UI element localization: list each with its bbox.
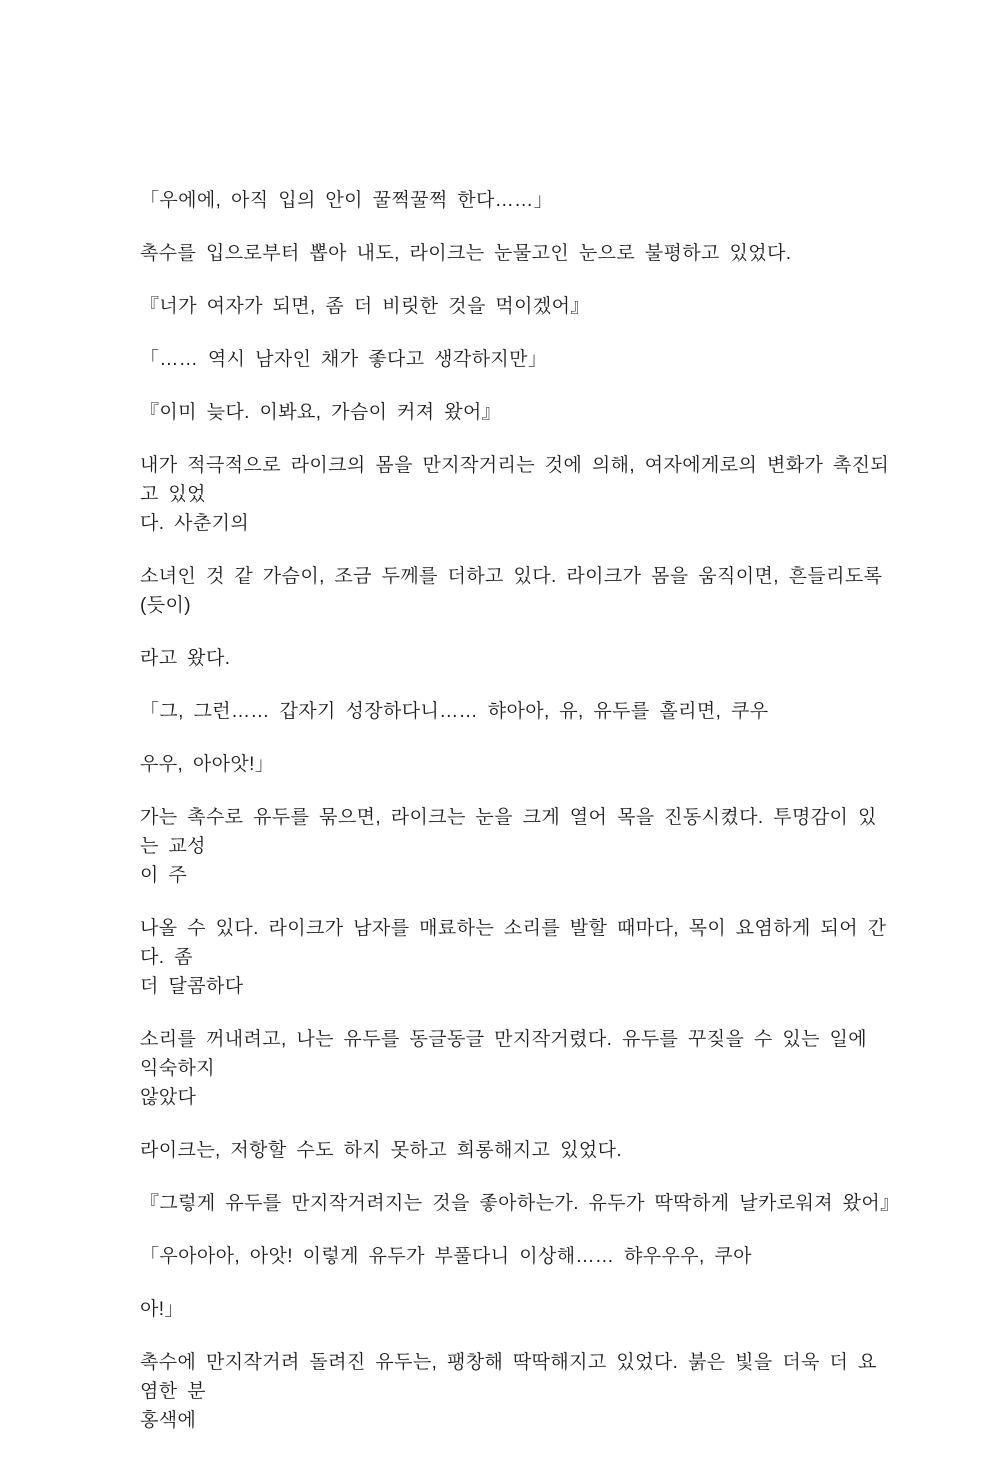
paragraph	[140, 1189, 900, 1218]
paragraph	[140, 644, 892, 673]
paragraph	[140, 345, 892, 374]
text-line: 않았다	[140, 1087, 197, 1108]
text-line: 내가 적극적으로 라이크의 몸을 만지작거리는 것에 의해, 여자에게로의 변화가 촉진되고 있었	[140, 455, 890, 505]
text-line: 『너가 여자가 되면, 좀 더 비릿한 것을 먹이겠어』	[140, 296, 590, 317]
text-line: 라고 왔다.	[140, 648, 231, 669]
paragraph	[140, 239, 892, 268]
paragraph	[140, 1025, 892, 1112]
text-line: 「…… 역시 남자인 채가 좋다고 생각하지만」	[140, 349, 548, 370]
text-line: 촉수에 만지작거려 돌려진 유두는, 팽창해 딱딱해지고 있었다. 붉은 빛을 더욱 더 요염한 분	[140, 1352, 877, 1402]
text-line: 가는 촉수로 유두를 묶으면, 라이크는 눈을 크게 열어 목을 진동시켰다. 투명감이 있는 교성	[140, 807, 877, 857]
text-line: 이 주	[140, 865, 188, 886]
text-line: 「우에에, 아직 입의 안이 꿀쩍꿀쩍 한다……」	[140, 190, 553, 211]
text-line: 『그렇게 유두를 만지작거려지는 것을 좋아하는가. 유두가 딱딱하게 날카로워져 왔어』	[140, 1193, 900, 1214]
paragraph	[140, 1136, 892, 1165]
paragraph	[140, 914, 892, 1001]
text-line: 우우, 아아앗!」	[140, 754, 275, 775]
paragraph	[140, 398, 892, 427]
text-line: 소리를 꺼내려고, 나는 유두를 동글동글 만지작거렸다. 유두를 꾸짖을 수 있는 일에 익숙하지	[140, 1029, 868, 1079]
text-line: 「그, 그런…… 갑자기 성장하다니…… 햐아아, 유, 유두를 홀리면, 쿠우	[140, 701, 769, 722]
text-line: 다. 사춘기의	[140, 513, 250, 534]
paragraph	[140, 451, 892, 538]
text-line: 촉수를 입으로부터 뽑아 내도, 라이크는 눈물고인 눈으로 불평하고 있었다.	[140, 243, 792, 264]
text-line: 「우아아아, 아앗! 이렇게 유두가 부풀다니 이상해…… 햐우우우, 쿠아	[140, 1246, 752, 1267]
paragraph	[140, 697, 892, 726]
paragraph	[140, 292, 892, 321]
text-line: 더 달콤하다	[140, 976, 244, 997]
text-line: 홍색에	[140, 1410, 197, 1431]
paragraph	[140, 562, 892, 620]
paragraph	[140, 1242, 892, 1271]
text-line: 아!」	[140, 1299, 184, 1320]
paragraph	[140, 803, 892, 890]
text-line: 소녀인 것 같 가슴이, 조금 두께를 더하고 있다. 라이크가 몸을 움직이면, 흔들리도록(듯이)	[140, 566, 883, 616]
paragraph	[140, 1295, 892, 1324]
text-line: 라이크는, 저항할 수도 하지 못하고 희롱해지고 있었다.	[140, 1140, 623, 1161]
text-line: 『이미 늦다. 이봐요, 가슴이 커져 왔어』	[140, 402, 502, 423]
paragraph	[140, 750, 892, 779]
paragraph	[140, 186, 892, 215]
paragraph	[140, 1348, 892, 1435]
document-body	[140, 186, 900, 1459]
text-line: 나올 수 있다. 라이크가 남자를 매료하는 소리를 발할 때마다, 목이 요염하게 되어 간다. 좀	[140, 918, 887, 968]
